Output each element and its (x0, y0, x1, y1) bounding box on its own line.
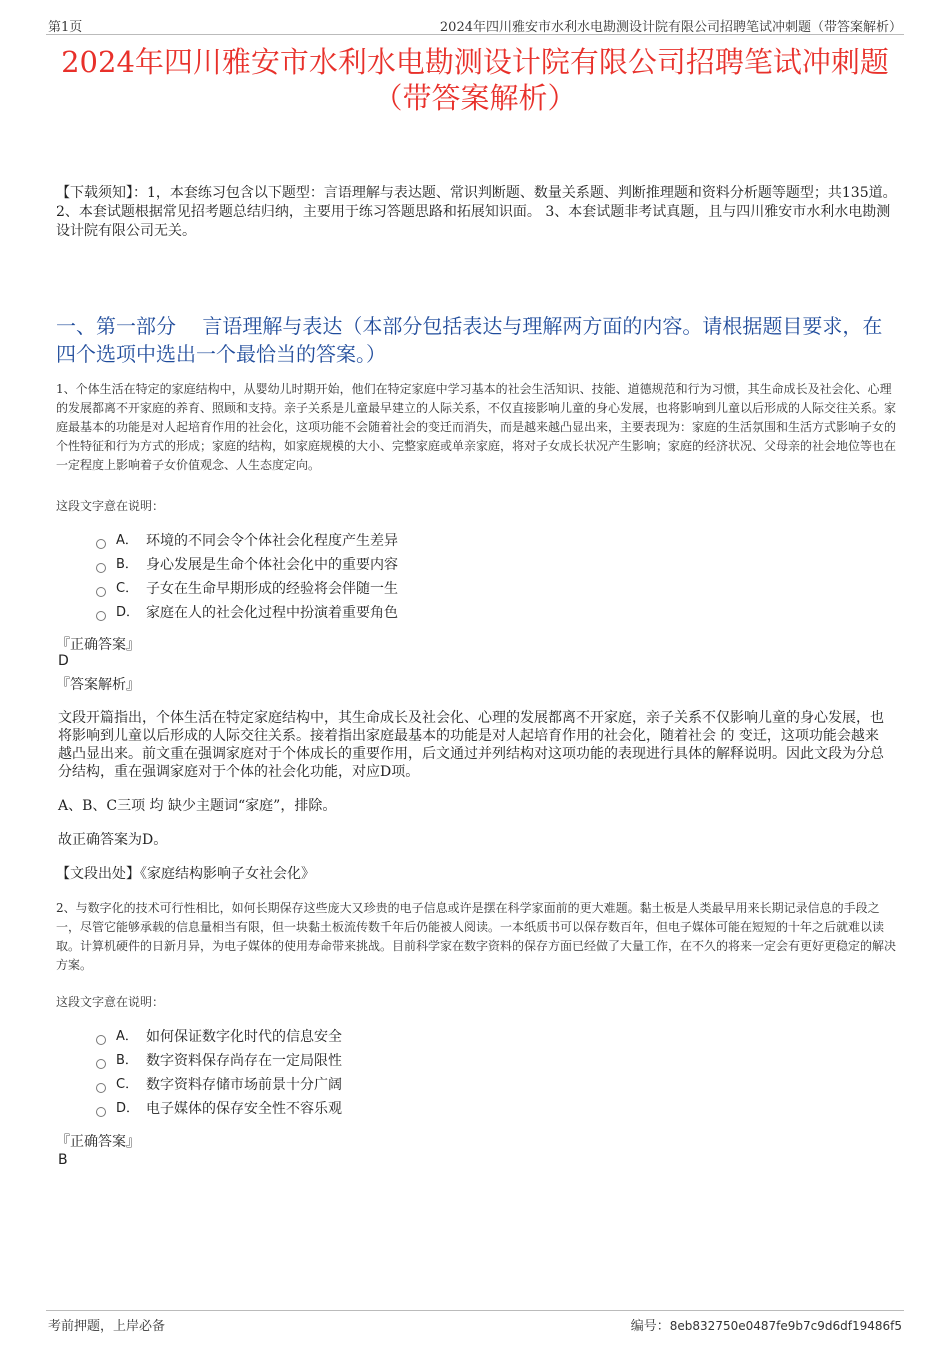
footer-code-label: 编号： (630, 1319, 670, 1334)
option-letter: A． (116, 533, 138, 548)
option-a[interactable] (96, 1025, 342, 1049)
question-2-options (96, 1025, 342, 1121)
question-2-text: 2、与数字化的技术可行性相比，如何长期保存这些庞大又珍贵的电子信息或许是摆在科学家面前的更大难题。黏土板是人类最早用来长期记录信息的手段之一，尽管它能够承载的信息量相当有限，但一块黏土板流传数千年后仍能被人阅读。一本纸质书可以保存数百年，但电子媒体可能在短短的十年之后就难以读取。计算机硬件的日新月异，为电子媒体的使用寿命带来挑战。目前科学家在数字资料的保存方面已经做了大量工作，在不久的将来一定会有更好更稳定的解决方案。 (56, 901, 897, 972)
radio-icon[interactable] (96, 539, 106, 549)
option-text: 如何保证数字化时代的信息安全 (146, 1029, 342, 1045)
footer-slogan: 考前押题，上岸必备 (48, 1319, 166, 1334)
passage-source: 【文段出处】《家庭结构影响子女社会化》 (56, 866, 315, 882)
option-text: 环境的不同会令个体社会化程度产生差异 (146, 533, 398, 549)
option-letter: B． (116, 1053, 138, 1068)
option-c[interactable] (96, 577, 398, 601)
correct-answer: D (58, 653, 69, 669)
option-text: 数字资料存储市场前景十分广阔 (146, 1077, 342, 1093)
option-letter: A． (116, 1029, 138, 1044)
question-2-prompt: 这段文字意在说明： (56, 995, 165, 1009)
analysis-conclusion: 故正确答案为D。 (58, 832, 168, 848)
option-b[interactable] (96, 1049, 342, 1073)
radio-icon[interactable] (96, 563, 106, 573)
radio-icon[interactable] (96, 1107, 106, 1117)
option-letter: D． (116, 1101, 140, 1116)
section-title: 一、第一部分 言语理解与表达（本部分包括表达与理解两方面的内容。请根据题目要求，在四个选项中选出一个最恰当的答案。） (56, 314, 883, 366)
question-1-options (96, 529, 398, 625)
question-1-prompt: 这段文字意在说明： (56, 499, 165, 513)
correct-answer-label: 『正确答案』 (56, 637, 140, 653)
question-1-text: 1、个体生活在特定的家庭结构中，从婴幼儿时期开始，他们在特定家庭中学习基本的社会生活知识、技能、道德规范和行为习惯，其生命成长及社会化、心理的发展都离不开家庭的养育、照顾和支持。亲子关系是儿童最早建立的人际关系，不仅直接影响儿童的身心发展，也将影响到儿童以后形成的人际交往关系。家庭最基本的功能是对人起培育作用的社会化，这项功能不会随着社会的变迁而消失，而是越来越凸显出来，主要表现为：家庭的生活氛围和生活方式影响子女的个性特征和行为方式的形成；家庭的结构，如家庭规模的大小、完整家庭或单亲家庭，将对子女成长状况产生影响；家庭的经济状况、父母亲的社会地位等也在一定程度上影响着子女价值观念、人生态度定向。 (56, 382, 897, 472)
header-doc-title: 2024年四川雅安市水利水电勘测设计院有限公司招聘笔试冲刺题（带答案解析） (439, 20, 902, 35)
option-letter: C． (116, 1077, 139, 1092)
option-c[interactable] (96, 1073, 342, 1097)
answer-analysis: 文段开篇指出，个体生活在特定家庭结构中，其生命成长及社会化、心理的发展都离不开家庭，亲子关系不仅影响儿童的身心发展，也将影响到儿童以后形成的人际交往关系。接着指出家庭最基本的功能是对人起培育作用的社会化，随着社会 的 变迁，这项功能会越来越凸显出来。前文重在强调家庭对于个体成长的重要作用，后文通过并列结构对这项功能的表现进行具体的解释说明。因此文段为分总分结构，重在强调家庭对于个体的社会化功能，对应D项。 (58, 710, 884, 780)
footer-code-block (631, 1315, 902, 1334)
option-d[interactable] (96, 1097, 342, 1121)
correct-answer-label: 『正确答案』 (56, 1134, 140, 1150)
radio-icon[interactable] (96, 1083, 106, 1093)
page-header (46, 14, 904, 35)
footer-code: 8eb832750e0487fe9b7c9d6df19486f5 (669, 1319, 902, 1333)
option-d[interactable] (96, 601, 398, 625)
option-letter: B． (116, 557, 138, 572)
radio-icon[interactable] (96, 1059, 106, 1069)
option-text: 电子媒体的保存安全性不容乐观 (146, 1101, 342, 1117)
analysis-label: 『答案解析』 (56, 677, 140, 693)
option-letter: C． (116, 581, 139, 596)
option-letter: D． (116, 605, 140, 620)
option-a[interactable] (96, 529, 398, 553)
option-text: 身心发展是生命个体社会化中的重要内容 (146, 557, 398, 573)
document-title: 2024年四川雅安市水利水电勘测设计院有限公司招聘笔试冲刺题（带答案解析） (61, 45, 889, 115)
option-b[interactable] (96, 553, 398, 577)
download-notice: 【下载须知】：1，本套练习包含以下题型：言语理解与表达题、常识判断题、数量关系题、判断推理题和资料分析题等题型；共135道。 2、本套试题根据常见招考题总结归纳，主要用于练习答题思路和拓展知识面。 3、本套试题非考试真题，且与四川雅安市水利水电勘测设计院有限公司无关。 (56, 185, 897, 239)
option-text: 家庭在人的社会化过程中扮演着重要角色 (146, 605, 398, 621)
analysis-exclusion: A、B、C三项 均 缺少主题词“家庭”，排除。 (58, 798, 337, 814)
radio-icon[interactable] (96, 587, 106, 597)
correct-answer: B (58, 1152, 68, 1168)
option-text: 数字资料保存尚存在一定局限性 (146, 1053, 342, 1069)
page-footer (46, 1310, 904, 1333)
page-number: 第1页 (48, 20, 83, 35)
option-text: 子女在生命早期形成的经验将会伴随一生 (146, 581, 398, 597)
radio-icon[interactable] (96, 611, 106, 621)
radio-icon[interactable] (96, 1035, 106, 1045)
